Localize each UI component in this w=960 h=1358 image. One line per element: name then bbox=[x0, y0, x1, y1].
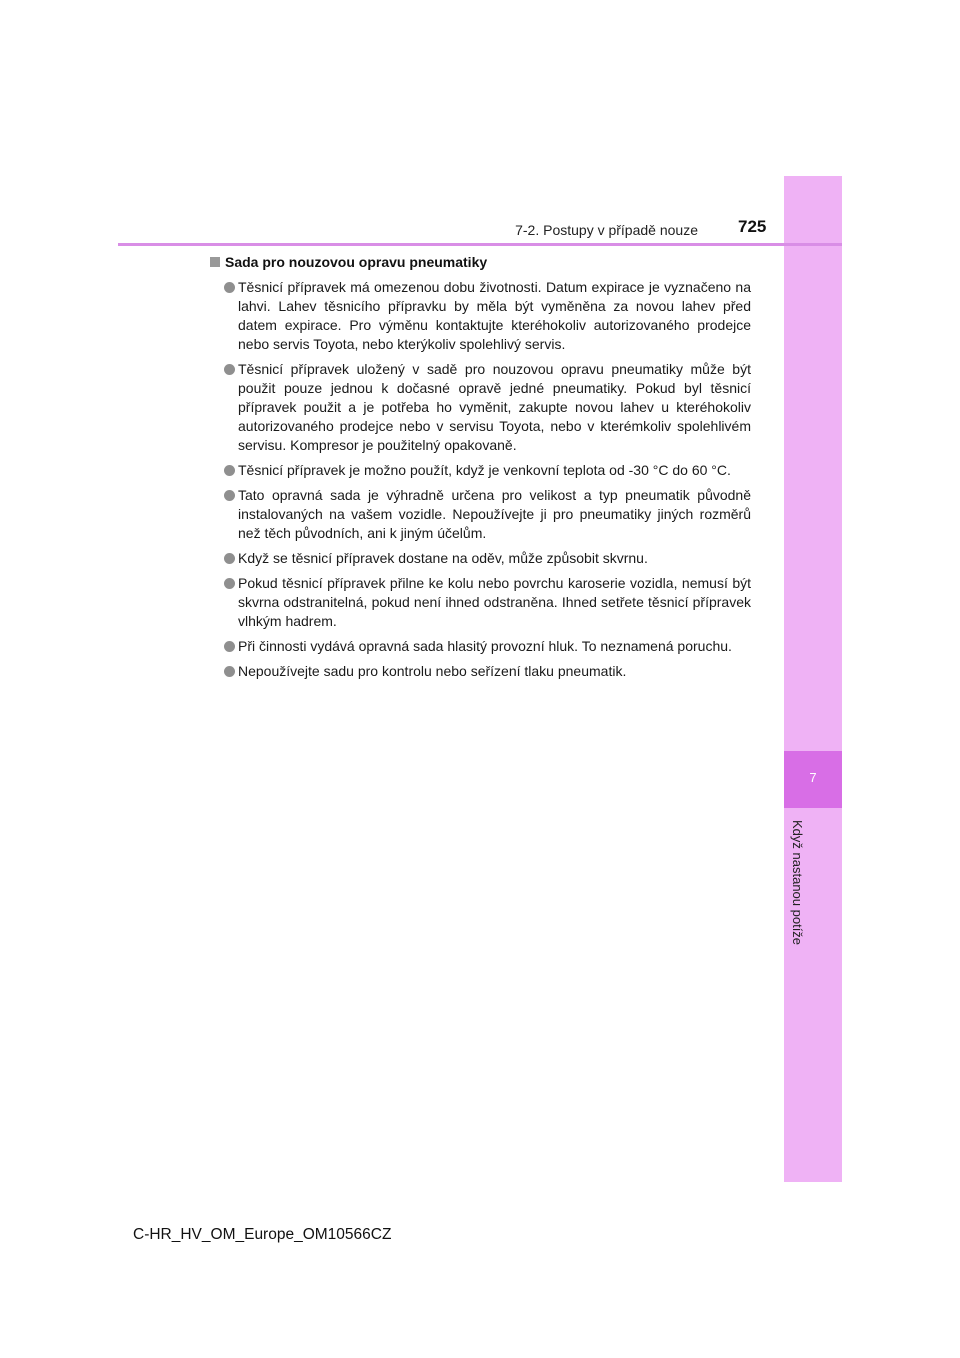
section-title: 7-2. Postupy v případě nouze bbox=[515, 222, 698, 238]
list-item bbox=[209, 360, 751, 455]
page-content bbox=[209, 253, 751, 681]
list-item-text: Těsnicí přípravek uložený v sadě pro nouzovou opravu pneumatiky může být použit pouze jednou k dočasné opravě jedné pneumatiky. Pokud byl těsnicí přípravek použit a je potřeba ho vyměnit, zakupte novou lahev u kteréhokoliv autorizovaného prodejce nebo v servisu Toyota, nebo v kterémkoliv spolehlivém servisu. Kompresor je použitelný opakovaně. bbox=[238, 361, 751, 453]
list-item bbox=[209, 486, 751, 543]
circle-bullet-icon bbox=[224, 666, 235, 677]
circle-bullet-icon bbox=[224, 490, 235, 501]
circle-bullet-icon bbox=[224, 641, 235, 652]
chapter-title: Když nastanou potíže bbox=[790, 820, 805, 946]
list-item bbox=[209, 662, 751, 681]
list-item bbox=[209, 549, 751, 568]
list-item-text: Když se těsnicí přípravek dostane na oděv, může způsobit skvrnu. bbox=[238, 550, 648, 566]
header-divider bbox=[118, 243, 842, 246]
section-heading bbox=[209, 253, 751, 272]
list-item bbox=[209, 461, 751, 480]
list-item-text: Těsnicí přípravek má omezenou dobu životnosti. Datum expirace je vyznačeno na lahvi. Lahev těsnicího přípravku by měla být vyměněna za novou lahev před datem expirace. Pro výměnu kontaktujte kteréhokoliv autorizovaného prodejce nebo servis Toyota, nebo kterýkoliv spolehlivý servis. bbox=[238, 279, 751, 352]
list-item-text: Nepoužívejte sadu pro kontrolu nebo seřízení tlaku pneumatik. bbox=[238, 663, 627, 679]
list-item-text: Tato opravná sada je výhradně určena pro velikost a typ pneumatik původně instalovaných na vašem vozidle. Nepoužívejte ji pro pneumatiky jiných rozměrů než těch původních, ani k jiným účelům. bbox=[238, 487, 751, 541]
chapter-side-tab bbox=[784, 176, 842, 1182]
circle-bullet-icon bbox=[224, 364, 235, 375]
list-item-text: Pokud těsnicí přípravek přilne ke kolu nebo povrchu karoserie vozidla, nemusí být skvrna odstranitelná, pokud není ihned odstraněna. Ihned setřete těsnicí přípravek vlhkým hadrem. bbox=[238, 575, 751, 629]
list-item bbox=[209, 637, 751, 656]
page-number: 725 bbox=[738, 217, 767, 236]
circle-bullet-icon bbox=[224, 578, 235, 589]
document-id: C-HR_HV_OM_Europe_OM10566CZ bbox=[133, 1226, 392, 1243]
circle-bullet-icon bbox=[224, 553, 235, 564]
square-bullet-icon bbox=[210, 257, 220, 267]
list-item-text: Těsnicí přípravek je možno použít, když je venkovní teplota od -30 °C do 60 °C. bbox=[238, 462, 731, 478]
chapter-number: 7 bbox=[809, 770, 817, 785]
list-item bbox=[209, 574, 751, 631]
circle-bullet-icon bbox=[224, 465, 235, 476]
list-item-text: Při činnosti vydává opravná sada hlasitý provozní hluk. To neznamená poruchu. bbox=[238, 638, 732, 654]
circle-bullet-icon bbox=[224, 282, 235, 293]
section-heading-text: Sada pro nouzovou opravu pneumatiky bbox=[225, 254, 488, 270]
list-item bbox=[209, 278, 751, 354]
